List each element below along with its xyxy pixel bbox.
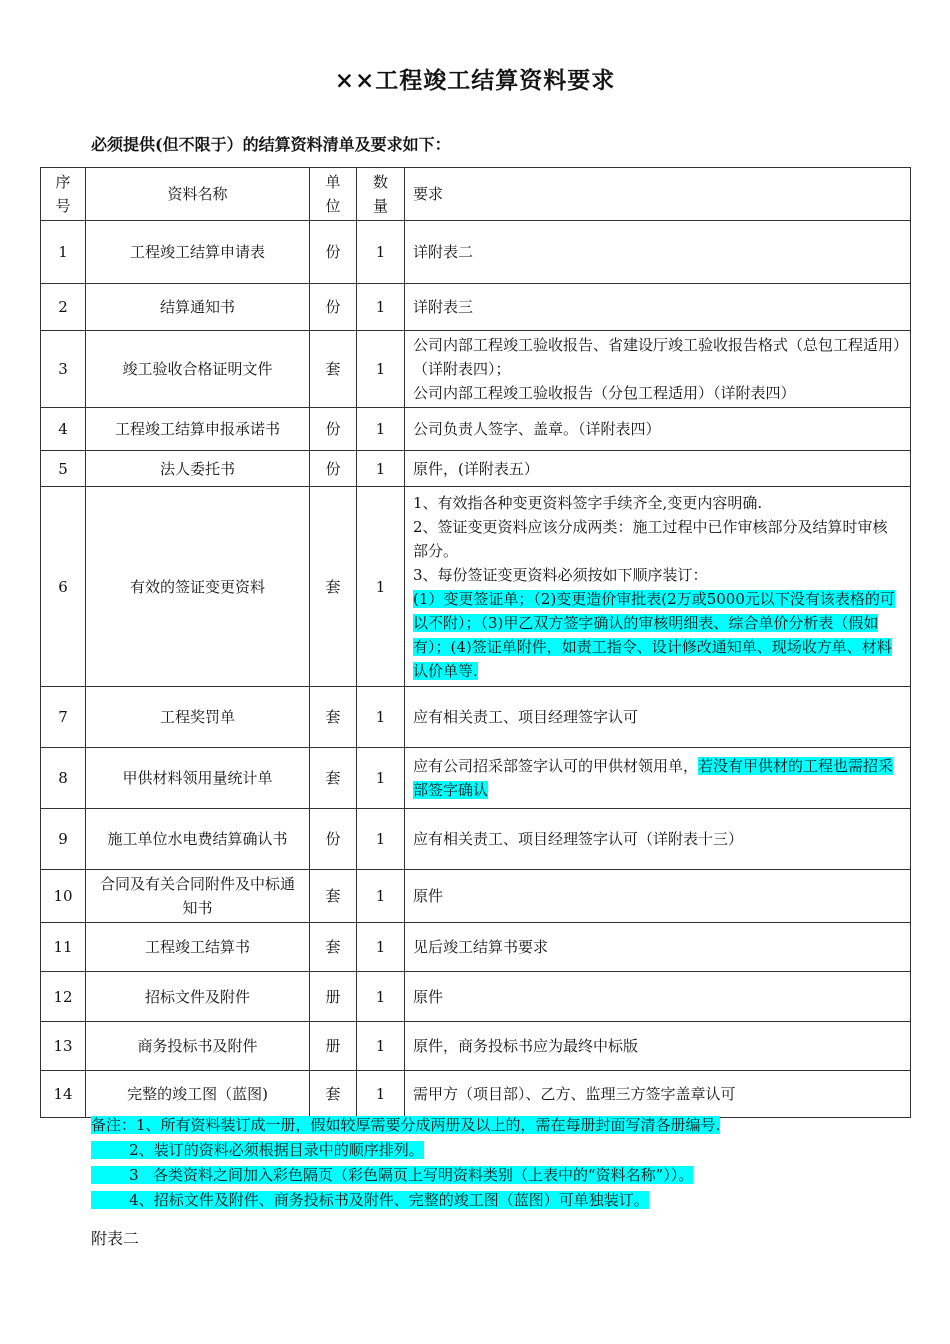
row-unit: 套	[310, 331, 357, 408]
row-name: 工程竣工结算申报承诺书	[86, 408, 310, 451]
row-requirement	[405, 972, 911, 1022]
row-name: 施工单位水电费结算确认书	[86, 809, 310, 870]
table-row	[41, 1071, 911, 1118]
row-unit: 份	[310, 451, 357, 487]
notes-block	[91, 1113, 720, 1213]
requirement-text: 原件	[413, 887, 444, 905]
header-unit: 单 位	[310, 168, 357, 221]
row-unit: 套	[310, 870, 357, 923]
row-seq: 4	[41, 408, 86, 451]
row-unit: 份	[310, 809, 357, 870]
row-unit: 册	[310, 972, 357, 1022]
row-name: 有效的签证变更资料	[86, 487, 310, 687]
row-requirement	[405, 1022, 911, 1071]
requirement-line: 公司内部工程竣工验收报告、省建设厅竣工验收报告格式（总包工程适用）（详附表四）；	[413, 336, 901, 378]
row-unit: 套	[310, 923, 357, 972]
row-requirement	[405, 284, 911, 331]
requirement-line: 公司内部工程竣工验收报告（分包工程适用）（详附表四）	[413, 384, 796, 402]
row-requirement	[405, 923, 911, 972]
row-unit: 套	[310, 1071, 357, 1118]
requirement-line: 3、每份签证变更资料必须按如下顺序装订：	[413, 565, 708, 584]
row-name: 工程竣工结算申请表	[86, 221, 310, 284]
note-line: 3 各类资料之间加入彩色隔页（彩色隔页上写明资料类别（上表中的“资料名称”））。	[91, 1166, 694, 1184]
appendix-label: 附表二	[91, 1229, 140, 1248]
note-line: 4、招标文件及附件、商务投标书及附件、完整的竣工图（蓝图）可单独装订。	[91, 1191, 649, 1209]
row-unit: 册	[310, 1022, 357, 1071]
requirement-text: 原件，商务投标书应为最终中标版	[413, 1037, 639, 1055]
row-requirement	[405, 487, 911, 687]
row-requirement	[405, 331, 911, 408]
row-unit: 套	[310, 487, 357, 687]
header-requirement: 要求	[405, 168, 911, 221]
row-seq: 9	[41, 809, 86, 870]
table-row	[41, 748, 911, 809]
requirement-text: 应有相关责工、项目经理签字认可（详附表十三）	[413, 830, 744, 848]
header-qty: 数 量	[357, 168, 405, 221]
row-requirement	[405, 408, 911, 451]
row-seq: 14	[41, 1071, 86, 1118]
requirements-table	[40, 167, 911, 1118]
table-row	[41, 923, 911, 972]
row-seq: 10	[41, 870, 86, 923]
row-seq: 3	[41, 331, 86, 408]
row-unit: 份	[310, 284, 357, 331]
row-requirement	[405, 221, 911, 284]
row-name: 完整的竣工图（蓝图)	[86, 1071, 310, 1118]
header-seq: 序 号	[41, 168, 86, 221]
row-name: 竣工验收合格证明文件	[86, 331, 310, 408]
requirement-highlight: 若没有甲供材的工程也需招采部签字确认	[413, 757, 894, 799]
row-qty: 1	[357, 1071, 405, 1118]
row-qty: 1	[357, 284, 405, 331]
requirement-text: 应有相关责工、项目经理签字认可	[413, 708, 639, 726]
row-qty: 1	[357, 221, 405, 284]
row-qty: 1	[357, 923, 405, 972]
row-qty: 1	[357, 748, 405, 809]
row-qty: 1	[357, 809, 405, 870]
row-qty: 1	[357, 1022, 405, 1071]
requirement-text: 详附表二	[413, 243, 474, 261]
row-qty: 1	[357, 487, 405, 687]
table-row	[41, 284, 911, 331]
requirement-text: 原件	[413, 987, 444, 1006]
table-row	[41, 809, 911, 870]
row-seq: 6	[41, 487, 86, 687]
requirement-text: 需甲方（项目部）、乙方、监理三方签字盖章认可	[413, 1085, 736, 1103]
row-seq: 12	[41, 972, 86, 1022]
table-row	[41, 408, 911, 451]
row-qty: 1	[357, 870, 405, 923]
table-row	[41, 1022, 911, 1071]
row-qty: 1	[357, 331, 405, 408]
row-name: 工程奖罚单	[86, 687, 310, 748]
requirement-text: 应有公司招采部签字认可的甲供材领用单，	[413, 757, 699, 775]
row-requirement	[405, 1071, 911, 1118]
row-name: 商务投标书及附件	[86, 1022, 310, 1071]
row-name: 甲供材料领用量统计单	[86, 748, 310, 809]
row-qty: 1	[357, 687, 405, 748]
document-title: ××工程竣工结算资料要求	[334, 67, 616, 94]
row-requirement	[405, 451, 911, 487]
row-seq: 7	[41, 687, 86, 748]
row-requirement	[405, 870, 911, 923]
row-requirement	[405, 809, 911, 870]
row-name: 结算通知书	[86, 284, 310, 331]
row-seq: 2	[41, 284, 86, 331]
row-seq: 5	[41, 451, 86, 487]
row-name: 法人委托书	[86, 451, 310, 487]
requirement-text: 公司负责人签字、盖章。（详附表四）	[413, 420, 661, 438]
table-row	[41, 870, 911, 923]
row-seq: 11	[41, 923, 86, 972]
table-row	[41, 331, 911, 408]
table-row	[41, 487, 911, 687]
note-line: 备注：1、所有资料装订成一册，假如较厚需要分成两册及以上的，需在每册封面写清各册编号.	[91, 1116, 721, 1134]
note-line: 2、装订的资料必须根据目录中的顺序排列。	[91, 1141, 424, 1159]
requirement-line: 1、有效指各种变更资料签字手续齐全,变更内容明确.	[413, 493, 763, 512]
requirement-text: 原件，(详附表五）	[413, 459, 539, 478]
table-row	[41, 687, 911, 748]
requirement-line: 2、签证变更资料应该分成两类：施工过程中已作审核部分及结算时审核部分。	[413, 517, 888, 560]
row-unit: 份	[310, 408, 357, 451]
row-qty: 1	[357, 972, 405, 1022]
row-qty: 1	[357, 451, 405, 487]
row-seq: 8	[41, 748, 86, 809]
row-name: 招标文件及附件	[86, 972, 310, 1022]
requirement-text: 见后竣工结算书要求	[413, 938, 549, 956]
row-seq: 13	[41, 1022, 86, 1071]
table-row	[41, 221, 911, 284]
table-row	[41, 451, 911, 487]
row-unit: 份	[310, 221, 357, 284]
row-unit: 套	[310, 687, 357, 748]
table-header-row	[41, 168, 911, 221]
row-qty: 1	[357, 408, 405, 451]
row-name: 合同及有关合同附件及中标通知书	[86, 870, 310, 923]
row-requirement	[405, 748, 911, 809]
requirement-highlight: (1）变更签证单；（2)变更造价审批表(2万或5000元以下没有该表格的可以不附）；（3)甲乙双方签字确认的审核明细表、综合单价分析表（假如有）；(4)签证单附件，如责工指令、设计修改通知单、现场收方单、材料认价单等.	[413, 589, 895, 680]
row-unit: 套	[310, 748, 357, 809]
table-row	[41, 972, 911, 1022]
row-name: 工程竣工结算书	[86, 923, 310, 972]
row-requirement	[405, 687, 911, 748]
table-intro: 必须提供(但不限于）的结算资料清单及要求如下：	[91, 135, 451, 154]
requirement-text: 详附表三	[413, 298, 474, 316]
row-seq: 1	[41, 221, 86, 284]
header-name: 资料名称	[86, 168, 310, 221]
